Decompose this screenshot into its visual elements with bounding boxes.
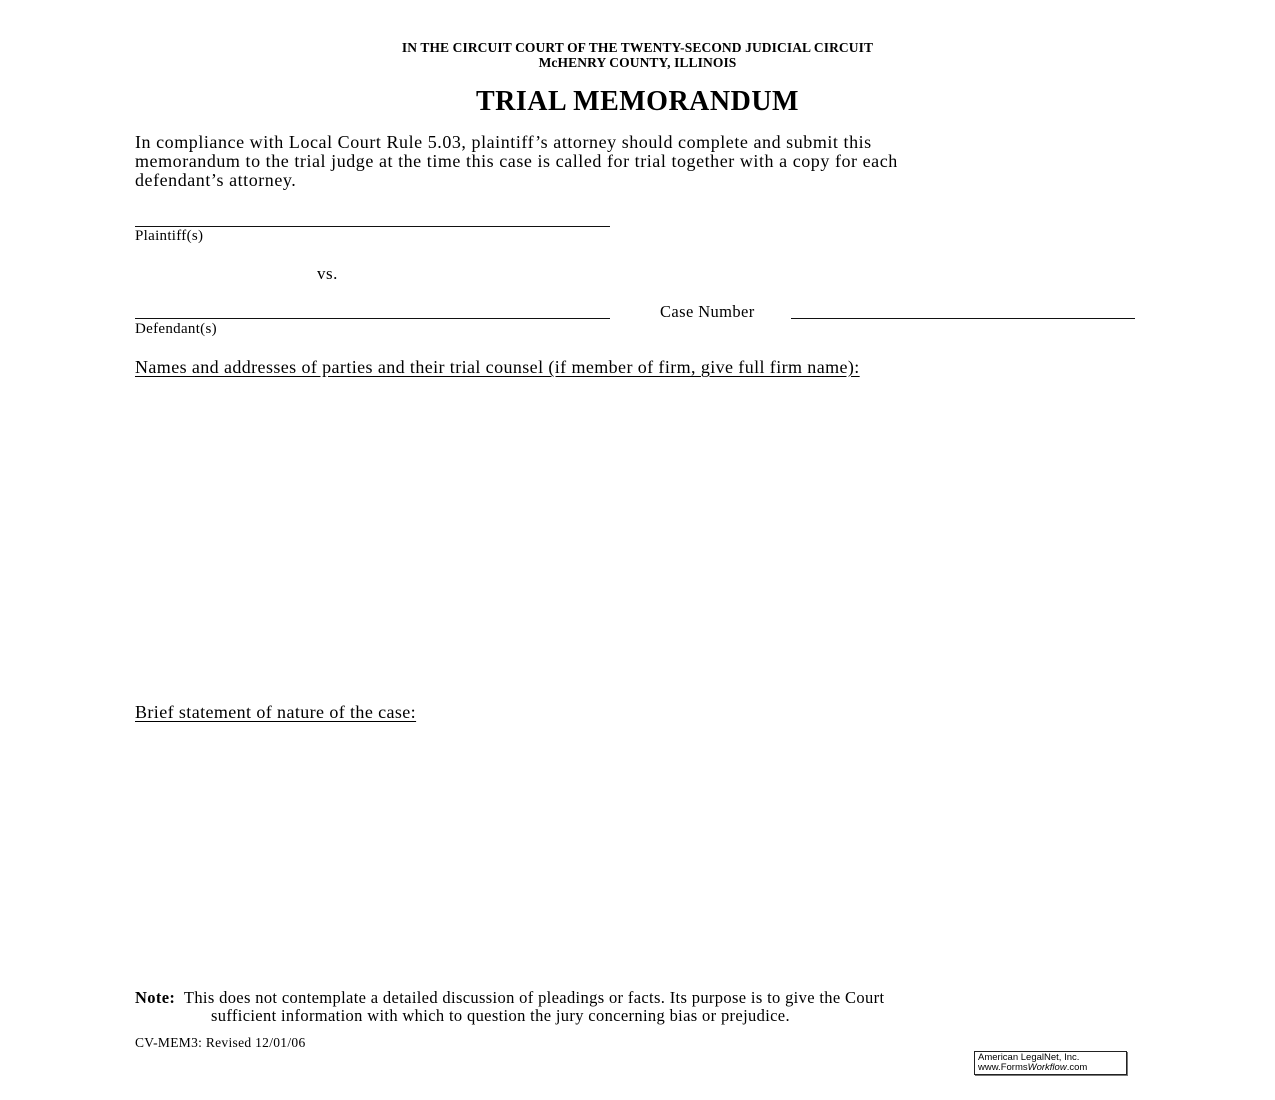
form-id: CV-MEM3: Revised 12/01/06 — [135, 1035, 306, 1050]
parties-counsel-field[interactable] — [135, 385, 1135, 685]
court-header — [0, 40, 1275, 70]
intro-line: defendant’s attorney. — [135, 170, 297, 190]
parties-counsel-heading: Names and addresses of parties and their trial counsel (if member of firm, give full firm name): — [135, 357, 860, 377]
note-text-1: This does not contemplate a detailed discussion of pleadings or facts. Its purpose is to give the Court — [183, 988, 885, 1007]
document-title: TRIAL MEMORANDUM — [476, 86, 799, 117]
intro-line: memorandum to the trial judge at the time this case is called for trial together with a copy for each — [135, 151, 898, 171]
vendor-url — [978, 1063, 1126, 1073]
vendor-url-italic: Workflow — [1027, 1062, 1067, 1073]
intro-line: In compliance with Local Court Rule 5.03, plaintiff’s attorney should complete and submit this — [135, 132, 872, 152]
case-number-label: Case Number — [660, 302, 755, 321]
plaintiff-label: Plaintiff(s) — [135, 228, 204, 244]
plaintiff-field[interactable] — [135, 226, 610, 227]
vs-label: vs. — [317, 264, 338, 283]
case-nature-field[interactable] — [135, 730, 1135, 980]
note-line-1 — [135, 989, 884, 1007]
defendant-label: Defendant(s) — [135, 321, 217, 337]
defendant-field[interactable] — [135, 318, 610, 319]
vendor-url-suffix: .com — [1066, 1062, 1088, 1073]
court-name: IN THE CIRCUIT COURT OF THE TWENTY-SECOND JUDICIAL CIRCUIT — [401, 40, 874, 55]
intro-paragraph — [135, 133, 1145, 190]
note-block — [135, 989, 884, 1025]
county-name: McHENRY COUNTY, ILLINOIS — [538, 55, 737, 70]
vendor-url-prefix: www.Forms — [978, 1062, 1028, 1073]
case-number-field[interactable] — [791, 318, 1135, 319]
case-nature-heading: Brief statement of nature of the case: — [135, 702, 417, 722]
vendor-logo-box — [974, 1051, 1127, 1075]
vendor-name: American LegalNet, Inc. — [978, 1052, 1080, 1063]
note-text-2: sufficient information with which to question the jury concerning bias or prejudice. — [211, 1006, 790, 1025]
note-label: Note: — [135, 988, 176, 1007]
